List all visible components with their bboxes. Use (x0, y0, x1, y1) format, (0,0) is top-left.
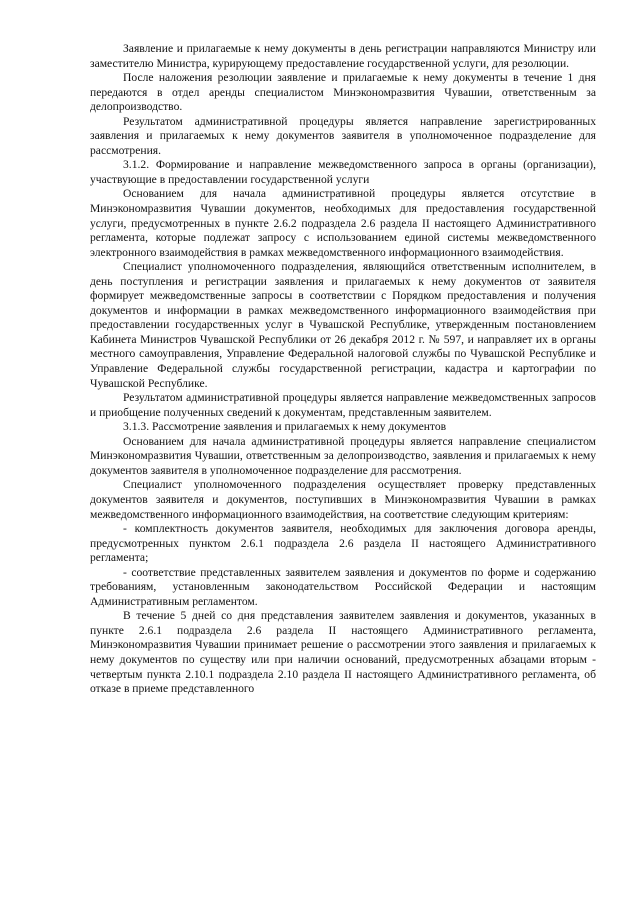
paragraph: Специалист уполномоченного подразделения, являющийся ответственным исполнителем, в день поступления и регистрации заявления и прилагаемых к нему документов от заявителя формирует межведомственные запросы в соответствии с Порядком предоставления и получения документов и информации в рамках межведомственного информационного взаимодействия при предоставлении государственных услуг в Чувашской Республике, утвержденным постановлением Кабинета Министров Чувашской Республики от 26 декабря 2012 г. № 597, и направляет их в органы местного самоуправления, Управление Федеральной налоговой службы по Чувашской Республике и Управление Федеральной службы государственной регистрации, кадастра и картографии по Чувашской Республике. (90, 260, 596, 390)
paragraph: В течение 5 дней со дня представления заявителем заявления и документов, указанных в пункте 2.6.1 подраздела 2.6 раздела II настоящего Административного регламента, Минэкономразвития Чувашии принимает решение о рассмотрении этого заявления и прилагаемых к нему документов по существу или при наличии оснований, предусмотренных абзацами вторым - четвертым пункта 2.10.1 подраздела 2.10 раздела II настоящего Административного регламента, об отказе в приеме представленного (90, 609, 596, 696)
list-item: - соответствие представленных заявителем заявления и документов по форме и содержанию требованиям, установленным законодательством Российской Федерации и настоящим Административным регламентом. (90, 565, 596, 608)
paragraph: Основанием для начала административной процедуры является направление специалистом Минэкономразвития Чувашии, ответственным за делопроизводство, заявления и прилагаемых к нему документов заявителя в уполномоченное подразделение для рассмотрения. (90, 434, 596, 477)
paragraph: Результатом административной процедуры является направление зарегистрированных заявления и прилагаемых к нему документов заявителя в уполномоченное подразделение для рассмотрения. (90, 114, 596, 157)
list-item: - комплектность документов заявителя, необходимых для заключения договора аренды, предусмотренных пунктом 2.6.1 подраздела 2.6 раздела II настоящего Административного регламента; (90, 522, 596, 565)
document-page (90, 42, 596, 697)
paragraph: После наложения резолюции заявление и прилагаемые к нему документы в течение 1 дня передаются в отдел аренды специалистом Минэкономразвития Чувашии, ответственным за делопроизводство. (90, 71, 596, 114)
paragraph: Основанием для начала административной процедуры является отсутствие в Минэкономразвития Чувашии документов, необходимых для предоставления государственной услуги, предусмотренных в пункте 2.6.2 подраздела 2.6 раздела II настоящего Административного регламента, которые подлежат запросу с использованием единой системы межведомственного электронного взаимодействия в рамках межведомственного информационного взаимодействия. (90, 187, 596, 259)
paragraph: Заявление и прилагаемые к нему документы в день регистрации направляются Министру или заместителю Министра, курирующему предоставление государственной услуги, для резолюции. (90, 42, 596, 70)
paragraph: Специалист уполномоченного подразделения осуществляет проверку представленных документов заявителя и документов, поступивших в Минэкономразвития Чувашии в рамках межведомственного информационного взаимодействия, на соответствие следующим критериям: (90, 478, 596, 521)
section-heading: 3.1.2. Формирование и направление межведомственного запроса в органы (организации), участвующие в предоставлении государственной услуги (90, 158, 596, 186)
paragraph: Результатом административной процедуры является направление межведомственных запросов и приобщение полученных сведений к документам, представленным заявителем. (90, 391, 596, 419)
section-heading: 3.1.3. Рассмотрение заявления и прилагаемых к нему документов (123, 420, 447, 434)
